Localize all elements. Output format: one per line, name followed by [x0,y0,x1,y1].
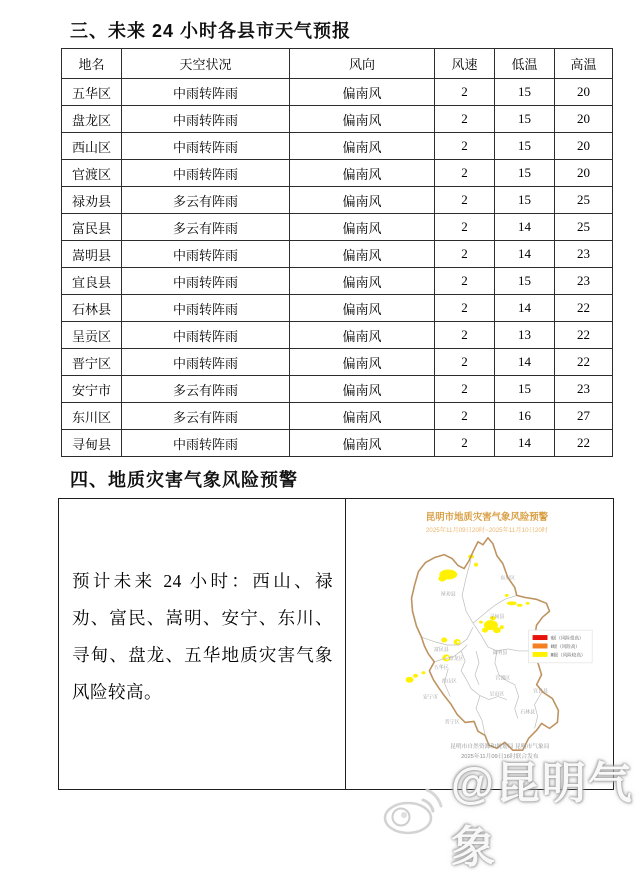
cell-place: 禄劝县 [62,187,122,214]
cell-high-temp: 23 [555,376,613,403]
cell-high-temp: 22 [555,322,613,349]
risk-area-patch [474,563,478,567]
section3-title: 三、未来 24 小时各县市天气预报 [70,21,352,41]
cell-sky: 多云有阵雨 [122,403,290,430]
risk-area-patch [517,604,523,607]
cell-wind-speed: 2 [435,106,495,133]
table-row [62,214,613,241]
cell-wind-speed: 2 [435,376,495,403]
cell-place: 盘龙区 [62,106,122,133]
cell-wind-speed: 2 [435,430,495,457]
table-row [62,160,613,187]
table-row [62,133,613,160]
district-label: 东川区 [500,576,516,582]
forecast-table-header [62,49,613,79]
district-label: 禄劝县 [440,592,456,598]
risk-area-patch [438,576,446,582]
cell-high-temp: 25 [555,187,613,214]
cell-sky: 中雨转阵雨 [122,160,290,187]
district-label: 嵩明县 [492,650,508,656]
district-label: 寻甸县 [489,615,505,621]
map-footer-issue-time: 2025年11月09日16时联合发布 [461,754,539,761]
cell-sky: 中雨转阵雨 [122,430,290,457]
cell-sky: 多云有阵雨 [122,214,290,241]
cell-wind-direction: 偏南风 [290,268,435,295]
cell-wind-direction: 偏南风 [290,349,435,376]
table-row [62,403,613,430]
kunming-risk-map [346,499,613,789]
cell-sky: 中雨转阵雨 [122,268,290,295]
district-label: 五华区 [433,665,449,671]
cell-high-temp: 23 [555,268,613,295]
cell-wind-direction: 偏南风 [290,214,435,241]
cell-place: 宜良县 [62,268,122,295]
cell-low-temp: 14 [495,214,555,241]
cell-place: 安宁市 [62,376,122,403]
risk-warning-box [58,498,614,790]
section4-title: 四、地质灾害气象风险预警 [70,470,298,490]
cell-low-temp: 15 [495,160,555,187]
table-row [62,295,613,322]
cell-wind-speed: 2 [435,295,495,322]
cell-low-temp: 15 [495,106,555,133]
cell-low-temp: 15 [495,376,555,403]
table-row [62,241,613,268]
cell-wind-direction: 偏南风 [290,295,435,322]
cell-high-temp: 20 [555,160,613,187]
cell-place: 石林县 [62,295,122,322]
map-legend [529,630,593,663]
cell-place: 五华区 [62,79,122,106]
risk-area-patch [482,628,488,633]
cell-wind-speed: 2 [435,160,495,187]
cell-sky: 中雨转阵雨 [122,295,290,322]
risk-area-patch [493,627,501,633]
cell-low-temp: 15 [495,133,555,160]
risk-area-patch [505,594,509,597]
legend-swatch [533,635,548,640]
cell-wind-speed: 2 [435,322,495,349]
cell-wind-direction: 偏南风 [290,187,435,214]
district-label: 呈贡区 [489,692,505,698]
cell-sky: 中雨转阵雨 [122,322,290,349]
cell-place: 呈贡区 [62,322,122,349]
risk-area-patch [500,625,504,629]
cell-wind-speed: 2 [435,187,495,214]
header-sky: 天空状况 [122,49,290,79]
cell-wind-direction: 偏南风 [290,241,435,268]
weibo-handle: @昆明气象 [451,759,634,872]
legend-label: Ⅱ级（风险高） [550,644,580,650]
header-high-temp: 高温 [555,49,613,79]
cell-high-temp: 20 [555,106,613,133]
map-subtitle: 2025年11月09日20时~2025年11月10日20时 [425,526,549,534]
forecast-table-body [62,79,613,457]
cell-sky: 中雨转阵雨 [122,133,290,160]
cell-high-temp: 22 [555,295,613,322]
table-row [62,106,613,133]
cell-sky: 中雨转阵雨 [122,349,290,376]
cell-place: 东川区 [62,403,122,430]
cell-wind-speed: 2 [435,403,495,430]
risk-area-patch [406,677,414,683]
cell-wind-direction: 偏南风 [290,322,435,349]
cell-low-temp: 15 [495,79,555,106]
forecast-table [61,48,613,457]
district-label: 富民县 [433,647,449,653]
cell-place: 西山区 [62,133,122,160]
legend-label: Ⅲ级（风险较高） [550,652,586,658]
table-row [62,187,613,214]
district-label: 晋宁区 [444,720,460,726]
cell-place: 寻甸县 [62,430,122,457]
cell-low-temp: 13 [495,322,555,349]
cell-wind-speed: 2 [435,79,495,106]
cell-wind-direction: 偏南风 [290,79,435,106]
risk-area-hole [457,641,459,643]
cell-wind-speed: 2 [435,268,495,295]
district-label: 西山区 [441,679,457,685]
legend-label: Ⅰ级（风险很高） [550,635,584,641]
cell-high-temp: 22 [555,349,613,376]
cell-high-temp: 27 [555,403,613,430]
cell-wind-direction: 偏南风 [290,106,435,133]
cell-high-temp: 20 [555,133,613,160]
cell-place: 嵩明县 [62,241,122,268]
header-low-temp: 低温 [495,49,555,79]
risk-summary-cell [59,499,346,789]
header-wind-speed: 风速 [435,49,495,79]
cell-high-temp: 23 [555,241,613,268]
table-row [62,376,613,403]
header-row [62,49,613,79]
legend-swatch [533,644,548,649]
table-row [62,430,613,457]
risk-area-patch [441,638,447,643]
cell-low-temp: 14 [495,241,555,268]
header-wind-direction: 风向 [290,49,435,79]
cell-low-temp: 14 [495,295,555,322]
cell-sky: 中雨转阵雨 [122,106,290,133]
risk-area-patch [507,601,517,605]
table-row [62,79,613,106]
cell-high-temp: 25 [555,214,613,241]
district-label: 官渡区 [495,676,511,682]
risk-summary-text: 预计未来 24 小时：西山、禄劝、富民、嵩明、安宁、东川、寻甸、盘龙、五华地质灾害气象风险较高。 [72,571,333,702]
district-label: 盘龙区 [448,656,464,662]
cell-high-temp: 20 [555,79,613,106]
risk-map-cell [346,499,613,789]
weibo-icon [381,785,443,837]
header-place: 地名 [62,49,122,79]
map-footer-issuers: 昆明市自然资源和规划局 昆明市气象局 [450,744,550,751]
cell-wind-direction: 偏南风 [290,403,435,430]
cell-low-temp: 15 [495,187,555,214]
table-row [62,322,613,349]
cell-high-temp: 22 [555,430,613,457]
cell-low-temp: 16 [495,403,555,430]
cell-wind-speed: 2 [435,133,495,160]
cell-wind-speed: 2 [435,349,495,376]
cell-wind-speed: 2 [435,214,495,241]
cell-wind-direction: 偏南风 [290,376,435,403]
risk-area-patch [413,674,418,678]
cell-wind-direction: 偏南风 [290,133,435,160]
cell-place: 官渡区 [62,160,122,187]
risk-area-patch [421,671,425,674]
cell-low-temp: 14 [495,349,555,376]
cell-sky: 多云有阵雨 [122,376,290,403]
cell-place: 晋宁区 [62,349,122,376]
cell-wind-direction: 偏南风 [290,430,435,457]
table-row [62,349,613,376]
district-label: 安宁市 [422,695,438,701]
risk-patches-group [406,555,530,683]
cell-low-temp: 15 [495,268,555,295]
cell-low-temp: 14 [495,430,555,457]
map-title: 昆明市地质灾害气象风险预警 [425,510,549,522]
risk-area-patch [526,602,530,605]
cell-place: 富民县 [62,214,122,241]
cell-sky: 中雨转阵雨 [122,79,290,106]
district-label: 石林县 [520,710,536,716]
cell-sky: 中雨转阵雨 [122,241,290,268]
risk-area-patch [479,621,483,624]
table-row [62,268,613,295]
cell-wind-speed: 2 [435,241,495,268]
district-label: 宜良县 [533,689,548,695]
cell-wind-direction: 偏南风 [290,160,435,187]
legend-swatch [533,652,548,657]
cell-sky: 多云有阵雨 [122,187,290,214]
